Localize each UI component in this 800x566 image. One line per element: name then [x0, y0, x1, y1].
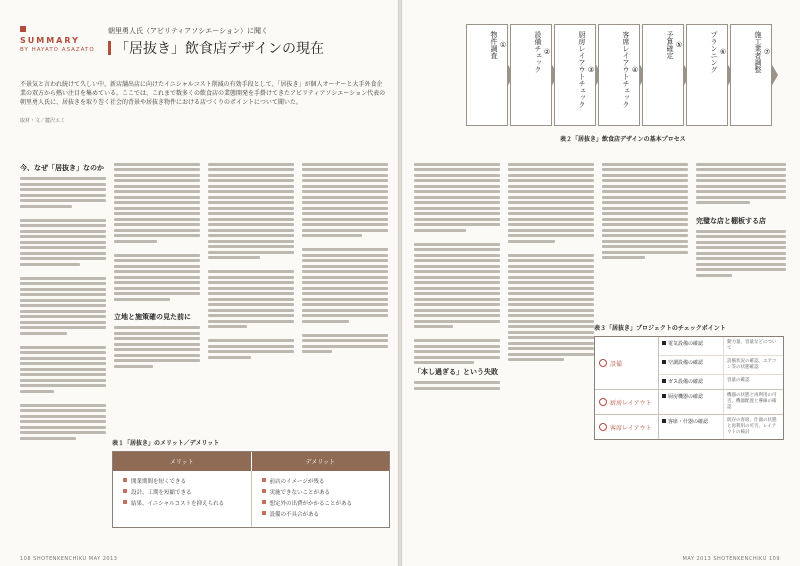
article-title [108, 38, 324, 58]
demerit-item: 実施できないことがある [262, 488, 380, 499]
checkpoint-table [594, 323, 784, 440]
bullet-icon [262, 511, 266, 515]
lead-text: 不景気と言われ続けて久しい中、新店舗出店に向けたイニシャルコスト削減の有効手段として、「居抜き」が個人オーナーと大手外食企業の双方から熱い注目を集めている。ここでは、これまで数多くの飲食店の業態開発を手掛けてきたアビリティアソシエーション代表の朝里勇人氏に、居抜きを取り巻く社会的背景や居抜き物件における店づくりのポイントについて聞いた。 [20, 81, 386, 106]
section-heading: 今、なぜ「居抜き」なのか [20, 164, 104, 172]
bullet-icon [123, 478, 127, 482]
left-page [0, 0, 398, 566]
circle-icon [599, 359, 607, 367]
process-step: ⑤ 予算確定 [642, 24, 684, 126]
left-issue-date: MAY 2013 [88, 556, 118, 562]
right-issue-date: MAY 2013 [682, 556, 712, 562]
article-subtitle: 朝里勇人氏（アビリティアソシエーション）に聞く [108, 27, 269, 35]
table3-row: 設備 電気設備の確認 動力量、容量などについて 空調設備の確認 設備状況の確認、エアコン等の状態確認 ガス設備の確認 容量の確認 [595, 337, 783, 389]
table3-row: 厨房レイアウト 厨房機器の確認 機器の状態と再利用の可否、機器配置と導線の確認 [595, 389, 783, 414]
process-caption: 表２「居抜き」飲食店デザインの基本プロセス [560, 136, 686, 143]
process-step: ④ 客席レイアウトチェック [598, 24, 640, 126]
bullet-icon [262, 500, 266, 504]
table3-box [594, 336, 784, 440]
bullet-icon [123, 500, 127, 504]
merit-list [113, 471, 251, 527]
body-column-5 [414, 160, 500, 392]
body-column-6 [508, 160, 594, 364]
process-step: ⑥ プランニング [686, 24, 728, 126]
table1-body [113, 471, 389, 527]
summary-label [20, 26, 95, 53]
process-diagram [466, 24, 778, 128]
section-heading: 完璧な店と棚板する店 [696, 216, 766, 225]
bullet-icon [262, 489, 266, 493]
merit-item: 設計、工期を短縮できる [123, 488, 241, 499]
table1-header [113, 452, 389, 471]
body-column-7 [602, 160, 688, 262]
summary-title: SUMMARY [20, 36, 80, 45]
summary-square-icon [20, 26, 26, 32]
right-page-number: 109 [768, 556, 780, 562]
section-heading: 「本し過ぎる」という失敗 [414, 368, 498, 376]
section-heading: 立地と施策確の見た前に [114, 313, 191, 321]
bullet-icon [262, 478, 266, 482]
left-footer [20, 556, 117, 562]
body-column-2 [114, 160, 200, 370]
square-bullet-icon [662, 379, 666, 383]
right-magazine-name: SHOTENKENCHIKU [713, 556, 767, 562]
square-bullet-icon [662, 394, 666, 398]
demerit-header: デメリット [251, 452, 390, 471]
body-column-3 [208, 160, 294, 361]
table3-caption: 表３「居抜き」プロジェクトのチェックポイント [594, 325, 726, 332]
demerit-list [251, 471, 390, 527]
process-step: ② 設備チェック [510, 24, 552, 126]
process-step: ③ 厨房レイアウトチェック [554, 24, 596, 126]
circle-icon [599, 398, 607, 406]
merit-header: メリット [113, 452, 251, 471]
title-accent-bar [108, 41, 111, 55]
byline: BY HAYATO ASAZATO [20, 47, 95, 53]
body-column-8 [696, 160, 786, 279]
article-title-text: 「居抜き」飲食店デザインの現在 [115, 41, 325, 57]
merit-item: 開業期間を短くできる [123, 477, 241, 488]
table3-row: 客席レイアウト 客席・什器の確認 既存の客席、什器の状態と再利用の可否、レイアウトの検討 [595, 414, 783, 439]
body-column-1 [20, 160, 106, 442]
square-bullet-icon [662, 419, 666, 423]
table1-box [112, 451, 390, 528]
table1-caption: 表１「居抜き」のメリット／デメリット [112, 440, 220, 447]
square-bullet-icon [662, 360, 666, 364]
demerit-item: 設備の不具合がある [262, 510, 380, 521]
square-bullet-icon [662, 341, 666, 345]
process-step: ① 物件調査 [466, 24, 508, 126]
demerit-item: 前店のイメージが残る [262, 477, 380, 488]
left-magazine-name: SHOTENKENCHIKU [33, 556, 87, 562]
body-column-4 [302, 160, 388, 356]
merit-item: 結果、イニシャルコストを抑えられる [123, 499, 241, 510]
credit: 取材・文／麓沢エミ [20, 118, 66, 124]
lead-paragraph [20, 80, 388, 107]
circle-icon [599, 423, 607, 431]
right-footer [683, 556, 780, 562]
merit-demerit-table [112, 438, 390, 528]
demerit-item: 想定外の出費がかかることがある [262, 499, 380, 510]
left-page-number: 108 [20, 556, 32, 562]
bullet-icon [123, 489, 127, 493]
arrow-icon [771, 63, 778, 87]
process-step: ⑦ 施工業者調整 [730, 24, 772, 126]
